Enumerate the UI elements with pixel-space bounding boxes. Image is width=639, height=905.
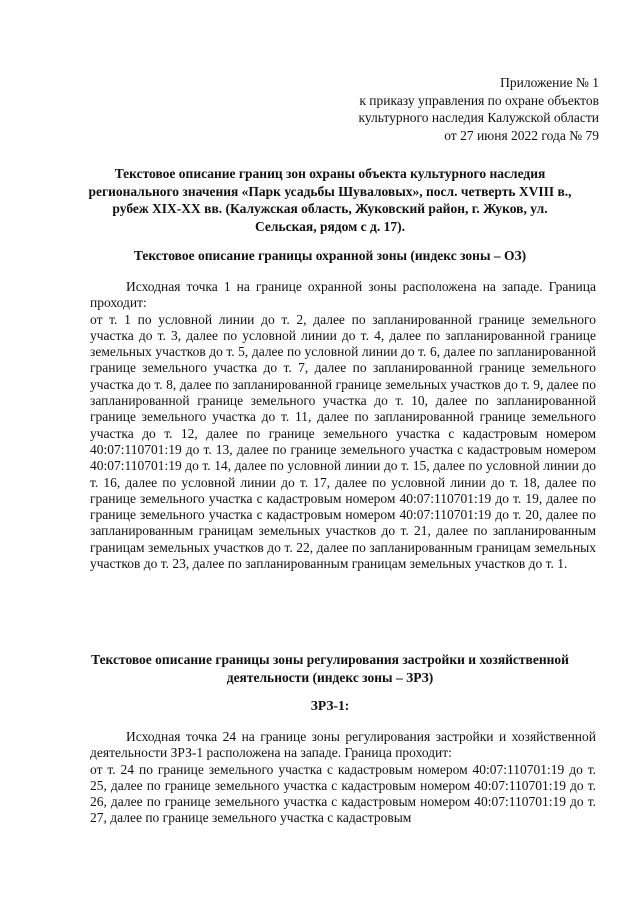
header-line-appendix: Приложение № 1 — [500, 75, 599, 90]
paragraph-intro-zrz: Исходная точка 24 на границе зоны регулирования застройки и хозяйственной деятельности ЗРЗ-1 расположена на западе. Граница проходит: — [90, 729, 596, 761]
paragraph-boundary-oz: от т. 1 по условной линии до т. 2, далее по запланированной границе земельного участка до т. 3, далее по условной линии до т. 4, далее по запланированной границе земельных участков до т. 5, далее по условной линии до т. 6, далее по запланированной границе земельного участка до т. 7, далее по запланированной границе земельного участка до т. 8, далее по запланированной границе земельных участков до т. 9, далее по запланированной границе земельного участка до т. 10, далее по запланированной границе земельного участка до т. 11, далее по запланированной границе земельного участка до т. 12, далее по границе земельного участка с кадастровым номером 40:07:110701:19 до т. 13, далее по границе земельного участка с кадастровым номером 40:07:110701:19 до т. 14, далее по условной линии до т. 15, далее по условной линии до т. 16, далее по условной линии до т. 17, далее по условной линии до т. 18, далее по границе земельного участка с кадастровым номером 40:07:110701:19 до т. 19, далее по границе земельного участка с кадастровым номером 40:07:110701:19 до т. 20, далее по запланированным границам земельных участков до т. 21, далее по запланированным границам земельных участков до т. 22, далее по запланированным границам земельных участков до т. 23, далее по запланированным границам земельных участков до т. 1. — [90, 311, 596, 572]
section-heading-oz: Текстовое описание границы охранной зоны (индекс зоны – ОЗ) — [133, 248, 527, 263]
header-line-authority: культурного наследия Калужской области — [358, 110, 599, 125]
paragraph-intro-oz: Исходная точка 1 на границе охранной зоны расположена на западе. Граница проходит: — [90, 279, 596, 311]
header-line-order: к приказу управления по охране объектов — [359, 92, 599, 108]
section-body-oz — [90, 279, 596, 572]
document-title: Текстовое описание границ зон охраны объекта культурного наследия регионального значения «Парк усадьбы Шуваловых», посл. четверть XVIII в., рубеж XIX-XX вв. (Калужская область, Жуковский район, г. Жуков, ул. Сельская, рядом с д. 17). — [88, 166, 572, 234]
appendix-header — [358, 74, 599, 144]
section-body-zrz — [90, 729, 596, 827]
section-heading-zrz: Текстовое описание границы зоны регулирования застройки и хозяйственной деятельности (индекс зоны – ЗРЗ) — [91, 652, 569, 685]
header-line-date: от 27 июня 2022 года № 79 — [444, 127, 599, 143]
subheading-zrz-1: ЗРЗ-1: — [310, 698, 350, 713]
paragraph-boundary-zrz: от т. 24 по границе земельного участка с кадастровым номером 40:07:110701:19 до т. 25, далее по границе земельного участка с кадастровым номером 40:07:110701:19 до т. 26, далее по границе земельного участка с кадастровым номером 40:07:110701:19 до т. 27, далее по границе земельного участка с кадастровым — [90, 761, 596, 826]
